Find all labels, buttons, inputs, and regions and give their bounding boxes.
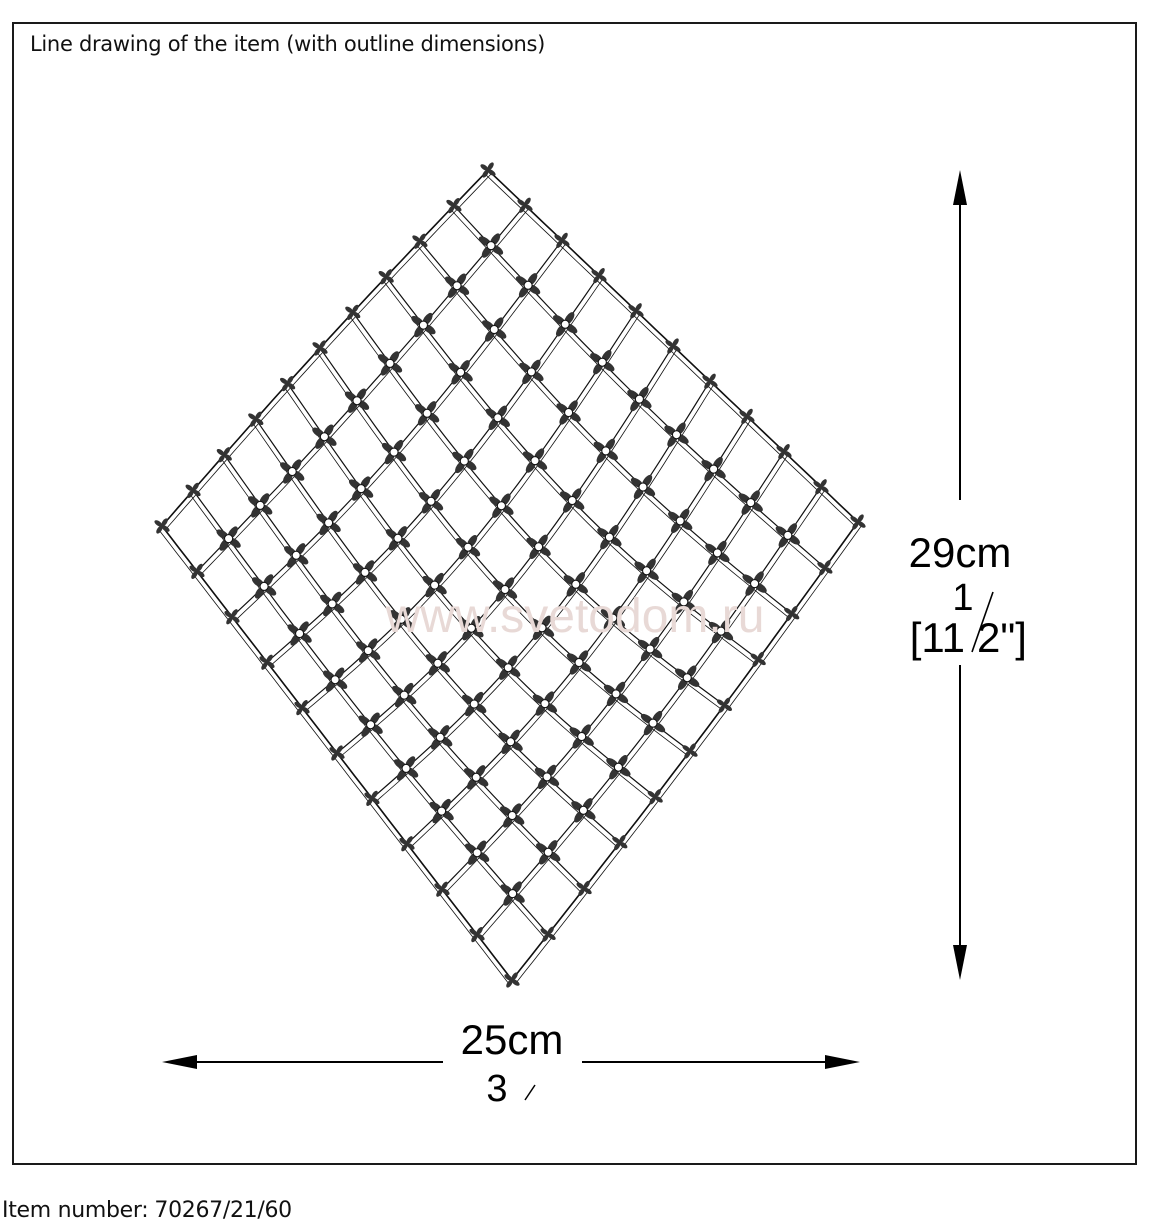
width-imperial-label: 3 — [486, 1068, 508, 1110]
height-imperial-open: [11 — [909, 614, 965, 661]
mesh-line — [197, 205, 525, 571]
crystal-node — [704, 539, 732, 567]
mesh-line — [353, 312, 725, 705]
mesh-line — [193, 490, 548, 934]
crystal-node — [774, 522, 802, 550]
crystal-node — [633, 557, 661, 585]
height-metric-label: 29cm — [908, 529, 1012, 576]
crystal-node — [286, 620, 314, 648]
crystal-node — [488, 492, 516, 520]
crystal-node — [565, 649, 593, 677]
crystal-node — [321, 666, 349, 694]
crystal-node — [570, 796, 598, 824]
crystal-node — [417, 487, 445, 515]
crystal-node — [518, 358, 546, 386]
fraction-slash — [525, 1085, 535, 1100]
height-imperial-close: 2"] — [977, 614, 1027, 661]
crystal-node — [450, 447, 478, 475]
mesh-line — [224, 455, 584, 889]
watermark-text: www.svetodom.ru — [385, 590, 765, 643]
crystal-node — [357, 711, 385, 739]
mesh-line — [420, 241, 792, 613]
mesh-line — [446, 455, 788, 893]
item-number-label: Item number: — [2, 1198, 149, 1223]
crystal-node — [454, 533, 482, 561]
mesh-line — [190, 494, 545, 938]
crystal-node — [602, 680, 630, 708]
crystal-node — [605, 753, 633, 781]
crystal-node — [380, 438, 408, 466]
mesh-line — [477, 487, 821, 935]
crystal-node — [484, 404, 512, 432]
mesh-line — [162, 170, 488, 526]
crystal-node — [413, 399, 441, 427]
crystal-node — [410, 311, 438, 339]
item-number-value: 70267/21/60 — [154, 1198, 292, 1223]
crystal-node — [639, 709, 667, 737]
mesh-line — [221, 459, 581, 893]
mesh-line — [162, 170, 858, 980]
crystal-ornaments — [153, 161, 866, 988]
crystal-node — [568, 723, 596, 751]
crystal-node — [343, 387, 371, 415]
crystal-node — [447, 358, 475, 386]
crystal-node — [443, 272, 471, 300]
crystal-node — [521, 447, 549, 475]
drawing-title: Line drawing of the item (with outline dimensions) — [30, 32, 546, 56]
crystal-node — [480, 316, 508, 344]
crystal-node — [392, 755, 420, 783]
crystal-node — [499, 880, 527, 908]
crystal-node — [673, 664, 701, 692]
mesh-line — [451, 210, 822, 572]
mesh-line — [417, 245, 789, 617]
item-number-line — [2, 1198, 292, 1223]
crystal-node — [376, 350, 404, 378]
width-metric-label: 25cm — [460, 1016, 564, 1063]
mesh-line — [306, 314, 640, 711]
lamp-outline — [162, 170, 858, 980]
height-fraction-numerator: 1 — [952, 577, 974, 619]
mesh-line — [232, 240, 562, 616]
